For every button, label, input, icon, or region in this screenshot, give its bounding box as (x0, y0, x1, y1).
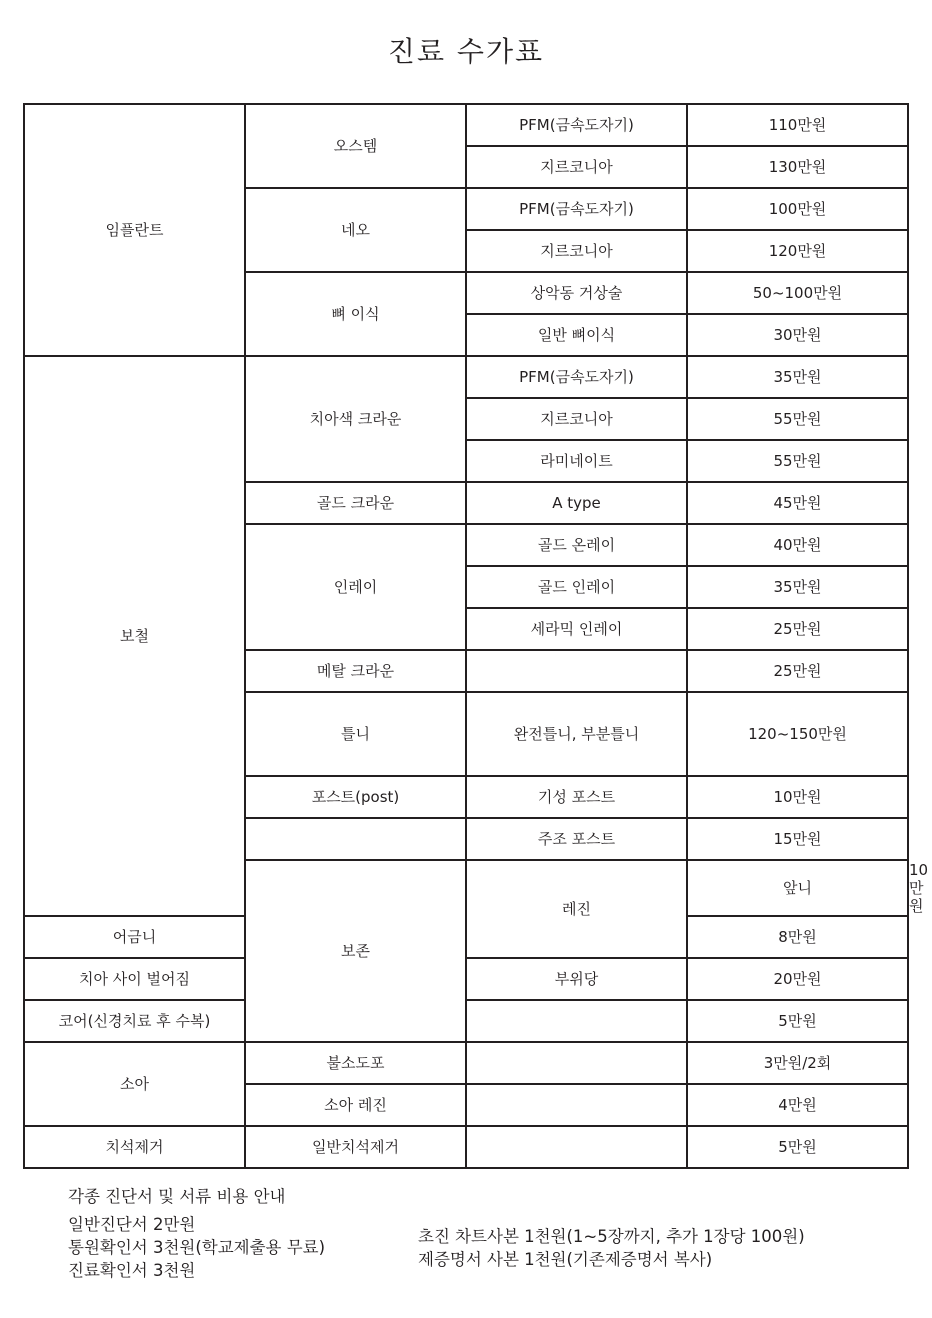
detail-cell: 일반 뼈이식 (466, 314, 687, 356)
price-cell: 55만원 (687, 398, 908, 440)
price-cell: 3만원/2회 (687, 1042, 908, 1084)
price-cell: 40만원 (687, 524, 908, 566)
price-cell: 25만원 (687, 650, 908, 692)
type-cell: 불소도포 (245, 1042, 466, 1084)
detail-cell (466, 1084, 687, 1126)
detail-cell: 지르코니아 (466, 398, 687, 440)
category-cell: 임플란트 (24, 104, 245, 356)
price-cell: 100만원 (687, 188, 908, 230)
fee-table (23, 103, 929, 1169)
table-row (24, 356, 908, 398)
type-cell: 소아 레진 (245, 1084, 466, 1126)
table-row (24, 1000, 908, 1042)
price-cell: 120~150만원 (687, 692, 908, 776)
price-cell: 30만원 (687, 314, 908, 356)
table-row (24, 958, 908, 1000)
page-title: 진료 수가표 (387, 35, 545, 68)
type-cell: 메탈 크라운 (245, 650, 466, 692)
type-cell: 일반치석제거 (245, 1126, 466, 1168)
detail-cell (466, 1042, 687, 1084)
detail-cell: 기성 포스트 (466, 776, 687, 818)
note-item: 통원확인서 3천원(학교제출용 무료) (68, 1238, 326, 1257)
price-cell: 35만원 (687, 356, 908, 398)
detail-cell: 앞니 (687, 860, 908, 916)
note-item: 초진 차트사본 1천원(1~5장까지, 추가 1장당 100원) (418, 1227, 805, 1246)
category-cell: 소아 (24, 1042, 245, 1126)
detail-cell: 지르코니아 (466, 230, 687, 272)
price-cell: 35만원 (687, 566, 908, 608)
price-cell: 45만원 (687, 482, 908, 524)
category-cell: 보철 (24, 356, 245, 916)
type-cell: 골드 크라운 (245, 482, 466, 524)
detail-cell: 라미네이트 (466, 440, 687, 482)
price-cell: 25만원 (687, 608, 908, 650)
detail-cell (466, 1126, 687, 1168)
price-cell: 10만원 (687, 776, 908, 818)
note-item: 제증명서 사본 1천원(기존제증명서 복사) (418, 1250, 713, 1269)
price-cell: 50~100만원 (687, 272, 908, 314)
notes-left-list (68, 1213, 325, 1282)
detail-cell: 세라믹 인레이 (466, 608, 687, 650)
type-cell: 네오 (245, 188, 466, 272)
price-cell: 110만원 (687, 104, 908, 146)
price-cell: 55만원 (687, 440, 908, 482)
detail-cell: 골드 인레이 (466, 566, 687, 608)
price-cell: 120만원 (687, 230, 908, 272)
detail-cell: 골드 온레이 (466, 524, 687, 566)
type-cell: 오스템 (245, 104, 466, 188)
table-row (24, 1126, 908, 1168)
detail-cell: 상악동 거상술 (466, 272, 687, 314)
type-cell: 코어(신경치료 후 수복) (24, 1000, 245, 1042)
notes-heading: 각종 진단서 및 서류 비용 안내 (68, 1187, 286, 1206)
table-row: 보존 레진 앞니 10만원 (24, 860, 908, 916)
category-cell: 보존 (245, 860, 466, 1042)
category-cell: 치석제거 (24, 1126, 245, 1168)
type-cell: 치아색 크라운 (245, 356, 466, 482)
type-cell: 틀니 (245, 692, 466, 776)
price-cell: 15만원 (687, 818, 908, 860)
detail-cell: PFM(금속도자기) (466, 104, 687, 146)
detail-cell: 주조 포스트 (466, 818, 687, 860)
detail-cell: PFM(금속도자기) (466, 188, 687, 230)
table-row (24, 1042, 908, 1084)
detail-cell: 어금니 (24, 916, 245, 958)
price-cell: 8만원 (687, 916, 908, 958)
price-cell: 20만원 (687, 958, 908, 1000)
price-cell: 5만원 (687, 1000, 908, 1042)
detail-cell: A type (466, 482, 687, 524)
notes-right-list (418, 1225, 805, 1271)
type-cell: 인레이 (245, 524, 466, 650)
table-row (24, 104, 908, 146)
detail-cell: 지르코니아 (466, 146, 687, 188)
price-cell: 130만원 (687, 146, 908, 188)
detail-cell (466, 1000, 687, 1042)
type-cell: 치아 사이 벌어짐 (24, 958, 245, 1000)
detail-cell: 완전틀니, 부분틀니 (466, 692, 687, 776)
detail-cell: 부위당 (466, 958, 687, 1000)
note-item: 일반진단서 2만원 (68, 1215, 196, 1234)
type-cell: 레진 (466, 860, 687, 958)
type-cell: 포스트(post) (245, 776, 466, 818)
type-cell (245, 818, 466, 860)
note-item: 진료확인서 3천원 (68, 1261, 196, 1280)
price-cell: 4만원 (687, 1084, 908, 1126)
type-cell: 뼈 이식 (245, 272, 466, 356)
detail-cell (466, 650, 687, 692)
detail-cell: PFM(금속도자기) (466, 356, 687, 398)
price-cell: 5만원 (687, 1126, 908, 1168)
